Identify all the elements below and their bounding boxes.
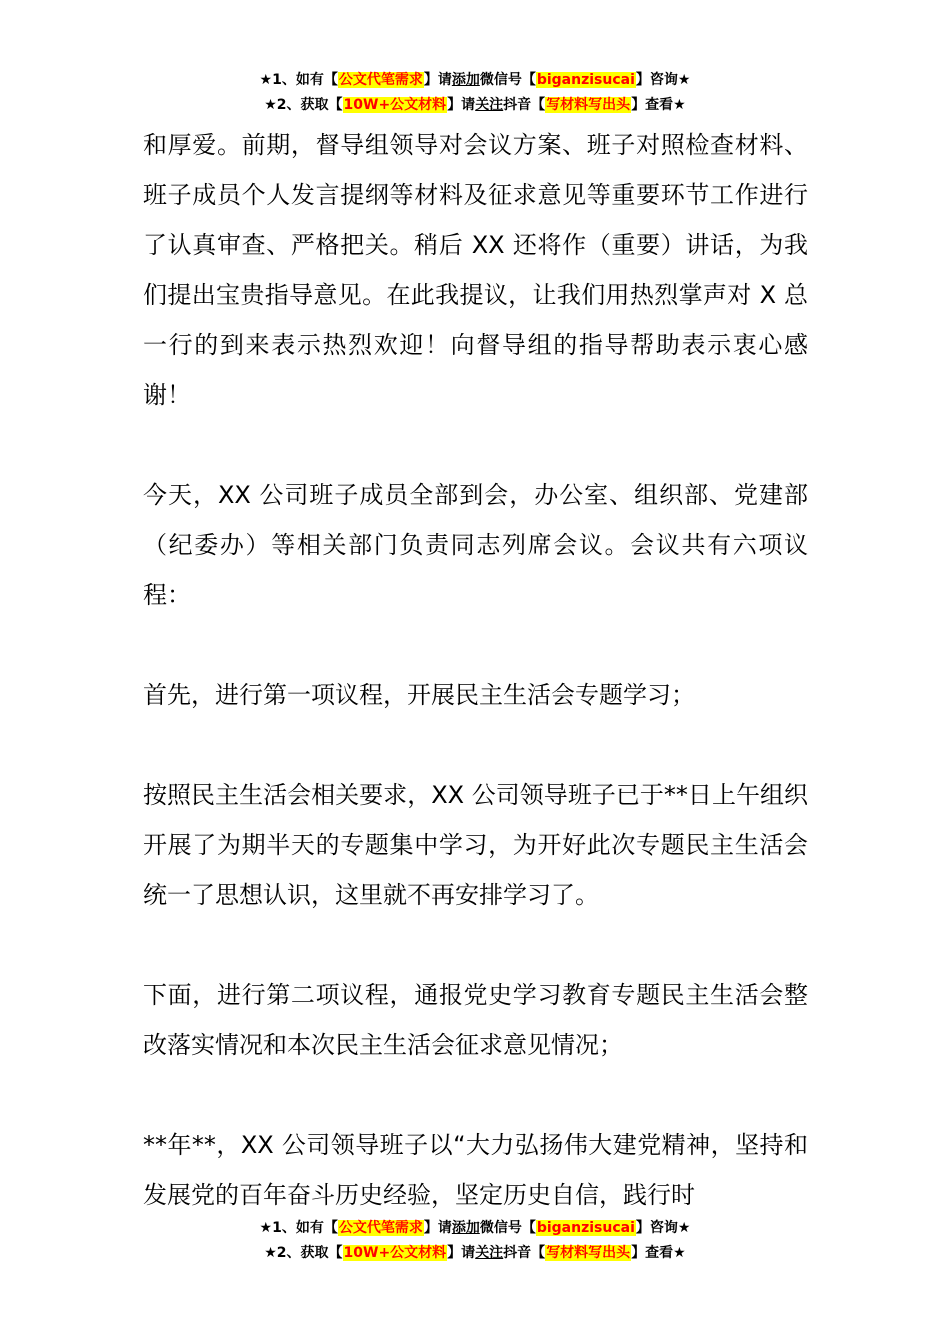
highlight-wechat-id: biganzisucai: [536, 1220, 635, 1236]
paragraph: 按照民主生活会相关要求，XX 公司领导班子已于**日上午组织开展了为期半天的专题集中学习，为开好此次专题民主生活会统一了思想认识，这里就不再安排学习了。: [143, 781, 808, 909]
highlight-materials: 10W+公文材料: [343, 97, 447, 113]
highlight-materials: 10W+公文材料: [343, 1245, 447, 1261]
banner-line-2: ★2、获取【10W+公文材料】请关注抖音【写材料写出头】查看★: [264, 1245, 686, 1261]
header-banner: [0, 68, 950, 118]
banner-line-2: ★2、获取【10W+公文材料】请关注抖音【写材料写出头】查看★: [264, 97, 686, 113]
paragraph: 今天，XX 公司班子成员全部到会，办公室、组织部、党建部（纪委办）等相关部门负责同志列席会议。会议共有六项议程：: [143, 481, 808, 609]
banner-line-1: ★1、如有【公文代笔需求】请添加微信号【biganzisucai】咨询★: [259, 72, 691, 88]
paragraph: 首先，进行第一项议程，开展民主生活会专题学习；: [143, 681, 695, 709]
footer-banner: [0, 1216, 950, 1266]
paragraph: 和厚爱。前期，督导组领导对会议方案、班子对照检查材料、班子成员个人发言提纲等材料及征求意见等重要环节工作进行了认真审查、严格把关。稍后 XX 还将作（重要）讲话，为我们提出宝贵指导意见。在此我提议，让我们用热烈掌声对 X 总一行的到来表示热烈欢迎！向督导组的指导帮助表示衷心感谢！: [143, 131, 808, 409]
highlight-douyin: 写材料写出头: [546, 97, 631, 113]
paragraph: 下面，进行第二项议程，通报党史学习教育专题民主生活会整改落实情况和本次民主生活会征求意见情况；: [143, 981, 808, 1059]
banner-line-1: ★1、如有【公文代笔需求】请添加微信号【biganzisucai】咨询★: [259, 1220, 691, 1236]
highlight-service: 公文代笔需求: [338, 72, 423, 88]
document-body: [143, 120, 808, 1220]
highlight-wechat-id: biganzisucai: [536, 72, 635, 88]
highlight-service: 公文代笔需求: [338, 1220, 423, 1236]
highlight-douyin: 写材料写出头: [546, 1245, 631, 1261]
paragraph: **年**，XX 公司领导班子以“大力弘扬伟大建党精神，坚持和发展党的百年奋斗历史经验，坚定历史自信，践行时: [143, 1131, 808, 1209]
